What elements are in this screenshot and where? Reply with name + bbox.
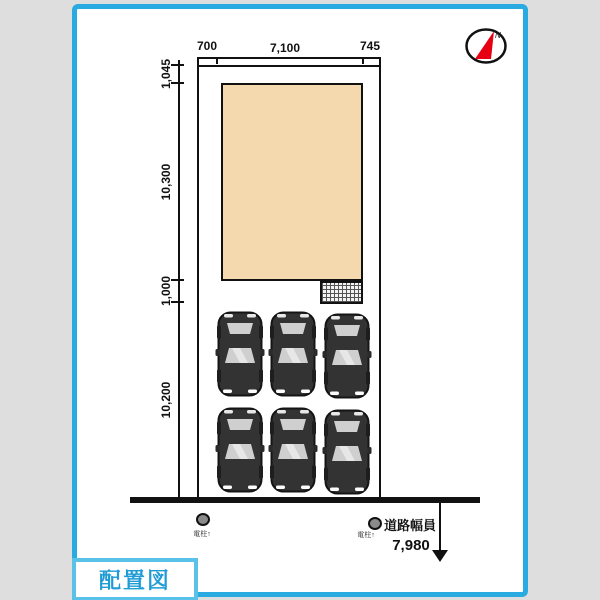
dim-tick [216,57,218,64]
utility-pole-icon [368,517,382,530]
dim-label-top-2: 745 [359,39,381,53]
drawing-title: 配置図 [98,568,171,593]
top-dimension-line [197,57,381,59]
road-line [130,497,480,503]
road-width-arrow-line [439,503,441,551]
car [324,313,370,399]
dim-tick [197,57,199,66]
car [270,311,316,397]
car [217,311,263,397]
dim-label-left-1: 10,300 [159,163,173,201]
drawing-title-box [72,558,198,600]
dim-label-left-3: 10,200 [159,381,173,419]
car [324,409,370,495]
road-width-label: 道路幅員 [384,518,437,533]
building [221,83,363,281]
utility-pole-label-right: 電柱↑ [357,532,375,539]
utility-pole-icon [196,513,210,526]
utility-pole-label-left: 電柱↑ [193,531,211,538]
dim-label-left-0: 1,045 [159,58,173,90]
dim-label-top-0: 700 [196,39,218,53]
dim-tick [362,57,364,64]
dim-label-left-2: 1,000 [159,275,173,307]
dim-tick [379,57,381,66]
car [217,407,263,493]
entrance-porch-hatch [320,281,363,304]
compass-north-label: N [495,31,501,40]
compass [465,26,509,66]
car [270,407,316,493]
dim-label-top-1: 7,100 [269,41,301,55]
road-width-value: 7,980 [392,537,430,554]
